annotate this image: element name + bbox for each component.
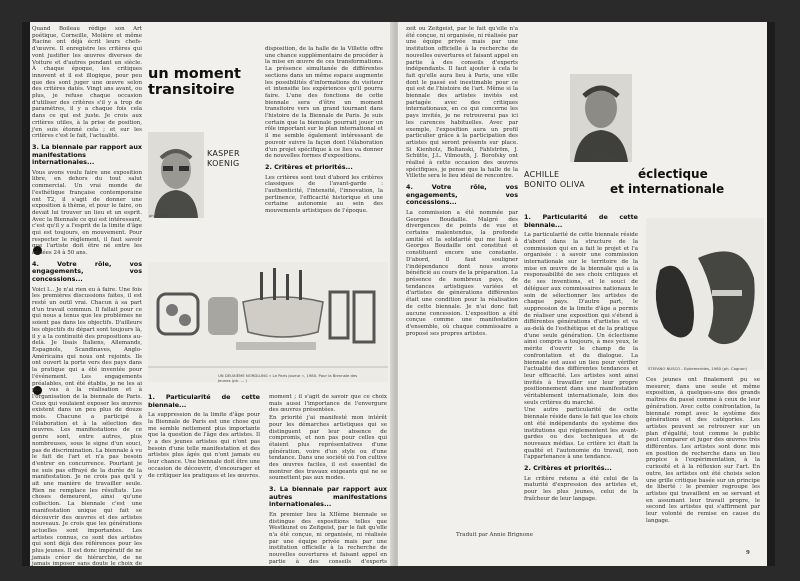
section-3-text: Vous avons voulu faire une exposition libre, en dehors du tout salut commercial. Un vrai monde de l'esthétique française contemporaine ont T2, il s'agit de donner une exposition à thème, et pour le faire, on devait lui trouver un lieu et un esprit. Avec la Biennale ce qui est intéressant, c'est qu'il y a l'esprit de la limite d'âge qui est toujours, en mouvement. Pour respecter le règlement, il faut savoir que l'artiste doit être né entre les années 24 à 50 ans. — [32, 169, 142, 257]
right-section-1-heading: 1. Particularité de cette biennale... — [524, 213, 638, 229]
section-2-heading: 2. Critères et priorités... — [265, 162, 353, 171]
priority-text: En priorité j'ai manifesté mon intérêt pour les démarches artistiques qui se distinguent par leur absence de compromis, et non pas pour celles qui étaient plus représentatives d'une génération, voire d'un style ou d'une tendance. Dans une société où l'on cultive des œuvres faciles, il est essentiel de montrer des travaux exigeants qui ne se soumettent pas aux modes. — [269, 415, 387, 482]
section-3b-text: En premier lieu la XIIème biennale se distingue des expositions telles que Westkunst ou Zeitgeist, par le fait qu'elle n'a été conçue, ni organisée, ni réalisée par une équipe privée mais par une institution officielle à la recherche de nouvelles ouvertures et faisant appel en partie à des conseils d'experts indépendants. — [269, 511, 387, 572]
right-portrait-credit: ph. R. Morgan — [594, 156, 621, 161]
kasper-koenig-portrait — [148, 132, 204, 218]
conclusion-text: Ces jeunes ont finalement pu se mesurer, dans une seule et même exposition, à quelques-uns des grands maîtres du passé comme à ceux de leur génération. Avec cette confrontation, la biennale rompt avec le système des générations et des catégories. Les artistes peuvent se retrouver sur un plan d'égalité, tout comme le public peut comparer et juger des œuvres très différentes. Les artistes sont donc mis en position de recherche dans un lieu propice à l'expérimentation, à la curiosité et à la réflexion sur l'art. En outre, les artistes ont été choisis selon une grille critique basée sur un principe de liberté : le premier regroupe les artistes qui travaillent en se servant et en assumant leur travail propre, le second les artistes qui s'affirment par leur volonté de remise en cause du langage. — [646, 377, 760, 524]
page-binding-shadow — [22, 22, 30, 566]
section-2-text: Les critères sont tout d'abord les critères classiques de l'avant-garde : l'authenticité, l'intensité, l'innovation, la pertinence, l'efficacité historique et une certaine autonomie au sein des mouvements artistiques de l'époque. — [265, 174, 383, 215]
portrait-credit: ph. B. Kuhn — [149, 213, 171, 218]
right-section-1-text: La particularité de cette biennale réside d'abord dans la structure de la commission qui en a fait le projet et l'a organisée : à savoir une commission internationale sur le territoire de la mise en œuvre de la biennale qui a la responsabilité de ses choix critiques et de ses inventions, et le souci de déléguer aux commissaires nationaux le soin de sélectionner les artistes de chaque pays. D'autre part, le suppression de la limite d'âge a permis de réaliser une exposition qui s'étend à différentes générations d'artistes et va au-delà de l'esthétique et de la pratique d'une seule génération. Un éclectisme ainsi compris a toujours, à mes yeux, le mérite d'ouvrir le champ de la confrontation et du dialogue. La biennale est aussi un lieu pour vérifier l'actualité des différentes tendances et leur efficacité. Les artistes sont ainsi invités à travailler sur leur propre positionnement dans une manifestation véritablement internationale, loin des seuls critères du marché. — [524, 232, 638, 406]
bonito-oliva-portrait — [570, 74, 632, 162]
sculpture-photo — [646, 218, 764, 370]
section-3-heading: 3. La biennale par rapport aux manifestations internationales... — [32, 142, 142, 167]
translator-signature: Traduit par Annie Brignone — [456, 532, 533, 538]
right-section-4-text: La commission a été nommée par Georges Boudaille. Malgré des divergences de points de vue et certains malentendus, la profonde amitié et la solidarité qui me liant à Georges Boudaille ont constitué et constituent encore une constante. D'abord, il faut souligner l'indépendance dont nous avons bénéficié au cours de la préparation. La présence de nombreux pays, de tendances artistiques variées et d'artistes de générations différentes était une condition pour la réalisation de cette biennale. Je n'ai donc fait aucune concession. L'exposition a été conçue comme une manifestation d'ensemble, où chaque commissaire a proposé ses propres artistes. — [406, 209, 518, 337]
page-number: 9 — [746, 550, 750, 556]
continuation-text: moment ; il s'agit de savoir que ce choix mais aussi l'importance de l'envergure des œuvres présentées. — [269, 394, 387, 414]
left-page — [22, 22, 394, 575]
section-1-text: La suppression de la limite d'âge pour la Biennale de Paris est une chose qui me semble nettement plus importante que la question de l'âge des artistes. Il y a des jeunes artistes qui n'ont pas besoin d'une telle manifestation et des artistes plus âgés qui n'ont jamais eu leur chance. Une biennale doit être une occasion de découvrir, d'encourager et de critiquer les pratiques et les œuvres. — [148, 412, 260, 479]
left-column-3-lower — [269, 394, 387, 572]
right-page — [398, 22, 775, 566]
artwork-photo — [148, 262, 388, 382]
author-first-name: ACHILLE — [524, 170, 560, 179]
right-title-top: éclectique — [638, 167, 708, 181]
right-column-2 — [524, 210, 638, 560]
left-column-1 — [32, 26, 142, 575]
right-section-2-heading: 2. Critères et priorités... — [524, 464, 612, 473]
transition-text: disposition, de la halle de la Villette offre une chance supplémentaire de procéder à la mise en œuvre de ces transformations. La présence simultanée de différentes sections dans un même espace augmente les possibilités d'informations du visiteur et intensifie les expériences qu'il pourra faire. L'une des fonctions de cette biennale sera d'être un moment transitoire vers un grand tournant dans l'histoire de la Biennale de Paris. Je suis certain que la biennale pourrait jouer un rôle important sur le plan international et il me semble également intéressant de pouvoir suivre la façon dont l'élaboration d'un projet spécifique à ce lieu va donner de nouvelles formes d'expositions. — [265, 46, 383, 160]
author-name: KASPER KOENIG — [207, 149, 240, 168]
section-4-text: Voici l... Je n'ai rien eu à faire. Une fois les premières discussions faites, il est resté un outil vrai. Chacun à sa part d'un travail commun. Il fallait pour ce qui nous a tenus que les problèmes ne soient pas dans les objectifs. D'ailleurs les objectifs du départ sont toujours là, il y a la continuité des propositions au-delà. Je lisais Italiens, Allemands, Espagnols, Scandinaves, Anglo-Américains qui nous ont rejoints. Ils ont ouvert la porte vers des pays dans la pratique qui a été inventée pour l'événement. Les engagements préalables, ont été établis, je ne les ai pas vus à la réalisation et à l'organisation de la biennale de Paris. Ceux qui voulaient exposer les œuvres existent dans un peu plus de douze mois. Chacune a participé à l'élaboration et à la sélection des œuvres. Les manifestations de ce genre sont, entre autres, plus nombreuses, sous le signe d'un souci, pas de discrimination. La biennale à vu le fait de l'art et n'a pas besoin d'entrer en concurrence. Pourtant je ne suis pas effrayé de la durée de la manifestation. Je ne crois pas qu'il y ait une manière de travailler seule. Rien ne remplace les résultats. Les choses demeurent, ainsi qu'une collection. La biennale c'est une manifestation unique qui fait se découvrir des œuvres et des artistes nouveaux. Je crois que les générations actuelles sont importantes. Les artistes connus, ce sont des artistes qui sont déjà des références pour les plus jeunes. Il est donc impératif de ne jamais créer de hiérarchie, de ne jamais imposer sans doute le choix de ce qui doit être vu. — [32, 286, 142, 575]
sculpture-caption: STEFANO NUSCO - Ephemerides, 1980 (ph. Cagnon) — [648, 366, 747, 371]
right-section-2-text: Le critère retenu a été celui de la maturité d'expression des artistes et, pour les plus jeunes, celui de la fraîcheur de leur langage. — [524, 475, 638, 502]
left-column-2-lower — [148, 390, 260, 560]
section-3b-heading: 3. La biennale par rapport aux autres manifestations internationales... — [269, 485, 387, 509]
right-section-1b-text: Une autre particularité de cette biennale réside dans le fait que les choix ont été indépendants du système des institutions qui réglementent les avant-gardes ou des techniques et de nouveaux médias. Le critère ici était la qualité et l'autonomie du travail, non l'appartenance à une tendance. — [524, 407, 638, 461]
author-last-name: BONITO OLIVA — [524, 179, 585, 189]
right-column-3 — [646, 377, 760, 555]
article-title: un moment transitoire — [148, 66, 241, 98]
intro-paragraph: Quand Boileau rédige son Art poétique, Corneille, Molière et même Racine ont déjà écrit leurs chefs-d'œuvre. Il enregistre les critères qui vont justifier les œuvres diverses de Voiture et d'autres pendant un siècle. À chaque époque, les critiques innovent et il est illogique, pour peu que des sont juger une œuvre selon des critères datés. Vingt ans avant, ou plus, je refuse chaque occasion d'utiliser des critères s'il y a trop de paramètres, il y a chaque fois cela dans ce qui est juste. Je crois aux critères utiles, à la prise de position, j'en suis étonné cela ; et sur les critères c'est le fait, l'actualité. — [32, 26, 142, 140]
right-column-1 — [406, 26, 518, 560]
right-title-bottom: et internationale — [610, 182, 725, 196]
context-text: zeit ou Zeitgeist, par le fait qu'elle n'a été conçue, ni organisée, ni réalisée par une équipe privée mais par une institution officielle à la recherche de nouvelles ouvertures et faisant appel en partie à des conseils d'experts indépendants. Il faut ajouter à cela le fait qu'elle aura lieu à Paris, une ville dont le passé est inestimable pour ce qui est de l'histoire de l'art. Même si la biennale des artistes invités est partagée avec des critiques internationaux, en ce qui concerne les pays invités, je ne retrouverai pas ici les carences habituelles. Avec par exemple, l'exposition aura un profil particulier grâce à la participation des artistes qui seront présents sur place. Si Kienholz, Boltanski, Fahlström, J. Schütte, J.L. Vilmouth, J. Borofsky ont réalisé à cette occasion des œuvres spécifiques, je pense que la halle de la Villette sera le lieu idéal de rencontre. — [406, 26, 518, 180]
left-column-3-upper — [265, 46, 383, 258]
right-section-4-heading: 4. Votre rôle, vos engagements, vos concessions... — [406, 183, 518, 207]
section-4-heading: 4. Votre rôle, vos engagements, vos concessions... — [32, 259, 142, 284]
page-edge-shadow — [767, 22, 775, 566]
right-author — [524, 170, 604, 189]
section-1-heading: 1. Particularité de cette biennale... — [148, 393, 260, 409]
artwork-caption: UN DEUXIÈME NORDLUNG « Le Paris Joueur », 1980. Pour la Biennale des Jeunes (ph. ... ) — [218, 373, 358, 383]
